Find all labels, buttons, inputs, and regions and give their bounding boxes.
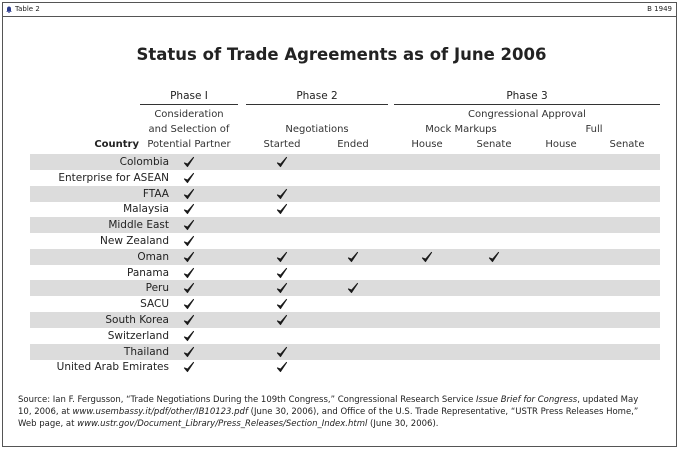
check-icon-consideration xyxy=(183,187,195,201)
country-cell: FTAA xyxy=(142,187,169,200)
congressional-approval-header: Congressional Approval xyxy=(468,109,586,120)
mock-markups-header: Mock Markups xyxy=(425,124,497,135)
table-row xyxy=(30,280,660,296)
country-cell: Enterprise for ASEAN xyxy=(58,171,169,184)
table-row xyxy=(30,265,660,281)
phase-2-rule xyxy=(246,104,388,105)
check-icon-started xyxy=(276,266,288,280)
check-icon-consideration xyxy=(183,297,195,311)
started-header: Started xyxy=(263,139,301,150)
table-row xyxy=(30,154,660,170)
check-icon-consideration xyxy=(183,345,195,359)
check-icon-started xyxy=(276,297,288,311)
bell-icon xyxy=(6,6,12,13)
table-row xyxy=(30,201,660,217)
country-cell: Malaysia xyxy=(123,203,169,216)
negotiations-header: Negotiations xyxy=(285,124,349,135)
table-row xyxy=(30,312,660,328)
full-senate-header: Senate xyxy=(609,139,645,150)
table-row xyxy=(30,249,660,265)
source-text-4: (June 30, 2006). xyxy=(367,419,439,429)
country-cell: Switzerland xyxy=(107,329,169,342)
table-id: B 1949 xyxy=(647,5,672,13)
check-icon-started xyxy=(276,313,288,327)
ended-header: Ended xyxy=(337,139,369,150)
source-text-3: (June 30, 2006), and Office of the U.S. Trade Representative, “USTR Press Releases Home,” Web page, at xyxy=(18,407,639,429)
country-cell: New Zealand xyxy=(100,235,169,247)
check-icon-started xyxy=(276,281,288,295)
consideration-header-line1: Consideration xyxy=(154,109,224,120)
country-cell: Colombia xyxy=(119,156,169,168)
check-icon-consideration xyxy=(183,171,195,185)
country-header: Country xyxy=(94,139,139,150)
source-text-2: , updated May 10, 2006, at xyxy=(18,395,639,417)
source-italic-2: www.usembassy.it/pdf/other/IB10123.pdf xyxy=(72,407,248,417)
source-text-1: Source: Ian F. Fergusson, “Trade Negotiations During the 109th Congress,” Congressional Research Service xyxy=(18,395,477,405)
page-title: Status of Trade Agreements as of June 2006 xyxy=(136,45,547,64)
consideration-header-line2: and Selection of xyxy=(148,124,230,135)
check-icon-consideration xyxy=(183,313,195,327)
table-row xyxy=(30,170,660,186)
source-italic-3: www.ustr.gov/Document_Library/Press_Releases/Section_Index.html xyxy=(77,419,368,429)
check-icon-started xyxy=(276,202,288,216)
check-icon-started xyxy=(276,155,288,169)
check-icon-consideration xyxy=(183,218,195,232)
phase-3-heading: Phase 3 xyxy=(506,90,548,102)
source-italic-1: Issue Brief for Congress xyxy=(476,395,578,405)
check-icon-consideration xyxy=(183,329,195,343)
phase-2-heading: Phase 2 xyxy=(296,90,338,102)
check-icon-consideration xyxy=(183,155,195,169)
phase-3-rule xyxy=(394,104,660,105)
check-icon-ended xyxy=(347,250,359,264)
check-icon-consideration xyxy=(183,234,195,248)
check-icon-started xyxy=(276,345,288,359)
country-cell: South Korea xyxy=(105,314,169,326)
phase-1-rule xyxy=(140,104,238,105)
table-row xyxy=(30,296,660,312)
phase-1-heading: Phase I xyxy=(170,90,208,102)
table-label: Table 2 xyxy=(15,5,40,13)
check-icon-ended xyxy=(347,281,359,295)
full-header: Full xyxy=(585,124,603,135)
country-cell: Thailand xyxy=(123,345,169,358)
check-icon-mock-house xyxy=(421,250,433,264)
country-cell: Peru xyxy=(145,282,169,295)
table-row xyxy=(30,233,660,249)
country-cell: United Arab Emirates xyxy=(56,361,169,374)
table-row xyxy=(30,359,660,375)
check-icon-started xyxy=(276,360,288,374)
table-header-bar xyxy=(3,3,676,17)
country-cell: Panama xyxy=(126,266,169,279)
full-house-header: House xyxy=(545,139,577,150)
check-icon-consideration xyxy=(183,250,195,264)
country-cell: SACU xyxy=(140,298,169,311)
mock-house-header: House xyxy=(411,139,443,150)
consideration-header-line3: Potential Partner xyxy=(147,139,231,150)
source-note xyxy=(18,394,648,430)
table-row xyxy=(30,344,660,360)
country-cell: Middle East xyxy=(108,219,169,232)
check-icon-consideration xyxy=(183,266,195,280)
mock-senate-header: Senate xyxy=(476,139,512,150)
check-icon-consideration xyxy=(183,360,195,374)
table-row xyxy=(30,186,660,202)
check-icon-mock-senate xyxy=(488,250,500,264)
table-row xyxy=(30,328,660,344)
check-icon-consideration xyxy=(183,281,195,295)
country-cell: Oman xyxy=(137,250,169,263)
check-icon-started xyxy=(276,187,288,201)
table-row xyxy=(30,217,660,233)
check-icon-consideration xyxy=(183,202,195,216)
check-icon-started xyxy=(276,250,288,264)
